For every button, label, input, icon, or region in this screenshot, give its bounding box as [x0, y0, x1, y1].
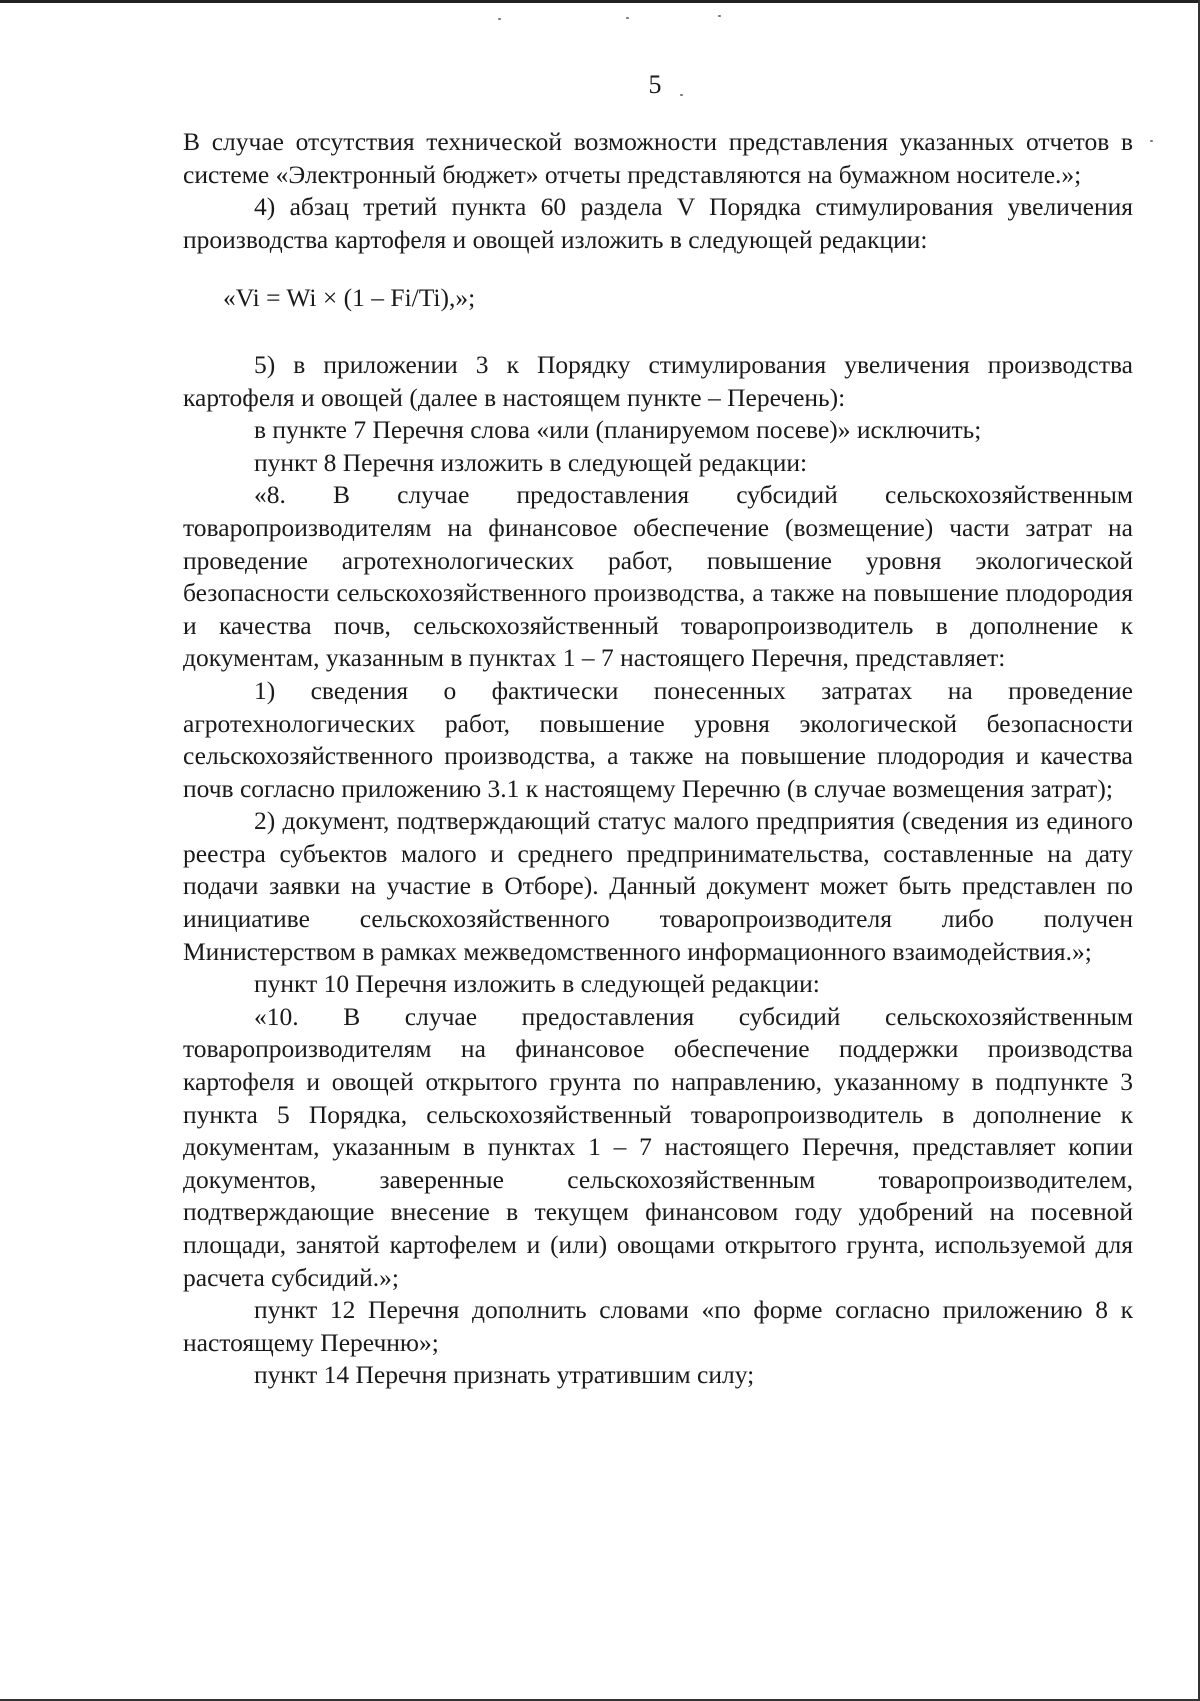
- paragraph-point-8-intro: пункт 8 Перечня изложить в следующей редакции:: [254, 447, 808, 477]
- paragraph-point-8-text: «8. В случае предоставления субсидий сельскохозяйственным товаропроизводителям на финансовое обеспечение (возмещение) части затрат на проведение агротехнологических работ, повышение уровня экологической безопасности сельскохозяйственного производства, а также на повышение плодородия и качества почв, сельскохозяйственный товаропроизводитель в дополнение к документам, указанным в пунктах 1 – 7 настоящего Перечня, представляет:: [183, 480, 1133, 673]
- paragraph-item-4: 4) абзац третий пункта 60 раздела V Порядка стимулирования увеличения производства картофеля и овощей изложить в следующей редакции:: [183, 192, 1133, 254]
- paragraph-point-12: пункт 12 Перечня дополнить словами «по форме согласно приложению 8 к настоящему Перечню»;: [183, 1295, 1133, 1357]
- paragraph-point-7: в пункте 7 Перечня слова «или (планируемом посеве)» исключить;: [254, 415, 982, 445]
- scan-speck: [498, 18, 501, 20]
- scan-speck: [718, 15, 721, 17]
- paragraph-item-5: 5) в приложении 3 к Порядку стимулирования увеличения производства картофеля и овощей (далее в настоящем пункте – Перечень):: [183, 349, 1133, 412]
- formula: «Vi = Wi × (1 – Fi/Ti),»;: [223, 283, 476, 313]
- paragraph-closing-report-clause: В случае отсутствия технической возможности представления указанных отчетов в системе «Электронный бюджет» отчеты представляются на бумажном носителе.»;: [183, 127, 1133, 189]
- paragraph-point-10-text: «10. В случае предоставления субсидий сельскохозяйственным товаропроизводителям на финансовое обеспечение поддержки производства картофеля и овощей открытого грунта по направлению, указанному в подпункте 3 пункта 5 Порядка, сельскохозяйственный товаропроизводитель в дополнение к документам, указанным в пунктах 1 – 7 настоящего Перечня, представляет копии документов, заверенные сельскохозяйственным товаропроизводителем, подтверждающие внесение в текущем финансовом году удобрений на посевной площади, занятой картофелем и (или) овощами открытого грунта, используемой для расчета субсидий.»;: [183, 1001, 1133, 1292]
- paragraph-point-8-sub-1: 1) сведения о фактически понесенных затратах на проведение агротехнологических работ, повышение уровня экологической безопасности сельскохозяйственного производства, а также на повышение плодородия и качества почв согласно приложению 3.1 к настоящему Перечню (в случае возмещения затрат);: [183, 675, 1133, 803]
- scan-border-top: [0, 0, 1200, 3]
- scan-speck: [1150, 140, 1153, 142]
- paragraph-point-8-sub-2: 2) документ, подтверждающий статус малого предприятия (сведения из единого реестра субъектов малого и среднего предпринимательства, составленные на дату подачи заявки на участие в Отборе). Данный документ может быть представлен по инициативе сельскохозяйственного товаропроизводителя либо получен Министерством в рамках межведомственного информационного взаимодействия.»;: [183, 806, 1133, 966]
- page-number: 5: [648, 70, 662, 99]
- paragraph-point-10-intro: пункт 10 Перечня изложить в следующей редакции:: [254, 969, 820, 999]
- paragraph-point-14: пункт 14 Перечня признать утратившим силу;: [254, 1360, 755, 1390]
- scan-speck: [626, 17, 629, 19]
- document-body: [183, 126, 1133, 1392]
